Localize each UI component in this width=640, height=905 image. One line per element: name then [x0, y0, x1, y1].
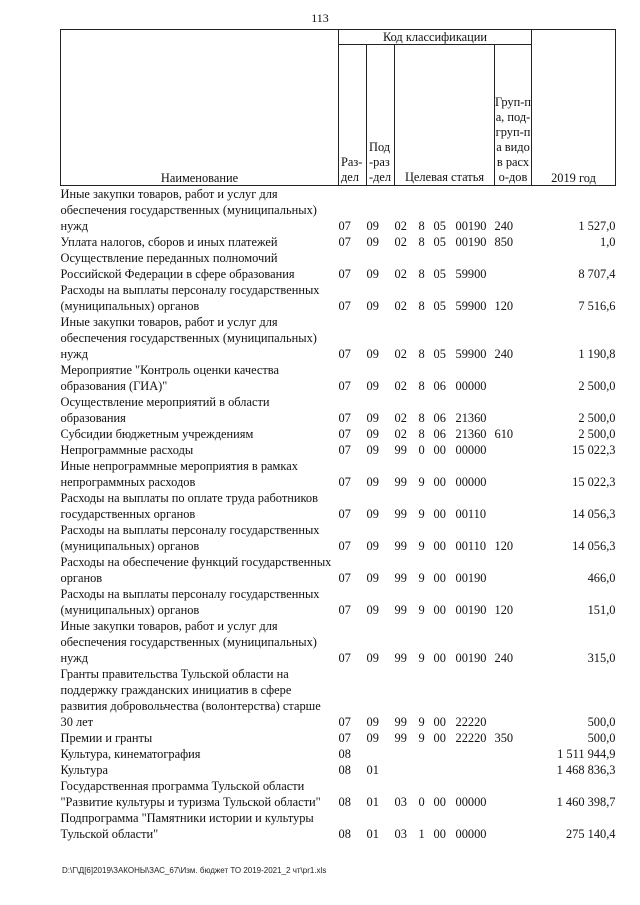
row-target-direction: 00110 [455, 539, 487, 553]
row-target-direction: 00000 [455, 475, 487, 489]
row-target-subprogram: 9 [418, 475, 425, 489]
row-target-main-event: 00 [433, 731, 446, 745]
row-expense-group [495, 746, 532, 762]
row-target-direction: 59900 [455, 267, 487, 281]
row-target-main-event: 00 [433, 443, 446, 457]
row-target-main-event: 00 [433, 475, 446, 489]
row-amount: 500,0 [587, 715, 616, 729]
row-target-direction: 22220 [455, 731, 487, 745]
row-target-subprogram: 9 [418, 603, 425, 617]
row-section: 07 [338, 651, 351, 665]
row-subsection [367, 746, 395, 762]
row-expense-group: 240 [494, 219, 514, 233]
row-target-direction: 00000 [455, 795, 487, 809]
row-expense-group: 120 [494, 603, 514, 617]
row-section: 07 [338, 539, 351, 553]
table-row [61, 442, 616, 458]
row-target-direction: 59900 [455, 299, 487, 313]
row-section: 07 [338, 411, 351, 425]
row-target-program: 02 [394, 267, 407, 281]
row-name: Государственная программа Тульской области "Развитие культуры и туризма Тульской области" [60, 779, 321, 809]
row-target-program: 03 [394, 827, 407, 841]
row-target-main-event: 00 [433, 603, 446, 617]
row-section: 07 [338, 267, 351, 281]
row-target-subprogram: 0 [418, 795, 425, 809]
row-amount: 8 707,4 [578, 267, 616, 281]
row-target-program: 99 [394, 715, 407, 729]
row-target-main-event: 06 [433, 379, 446, 393]
row-amount: 15 022,3 [572, 443, 616, 457]
row-target-program: 99 [394, 539, 407, 553]
row-section: 08 [338, 827, 351, 841]
row-target-main-event: 00 [433, 827, 446, 841]
row-subsection: 09 [366, 731, 379, 745]
header-group: Груп-па, под-груп-па видов расхо-дов [495, 45, 532, 186]
row-subsection: 09 [366, 347, 379, 361]
row-target-program [395, 746, 419, 762]
row-target-program: 03 [394, 795, 407, 809]
row-target-program: 99 [394, 443, 407, 457]
row-subsection: 09 [366, 235, 379, 249]
row-subsection: 09 [366, 651, 379, 665]
row-subsection: 09 [366, 379, 379, 393]
header-section: Раз-дел [339, 45, 367, 186]
table-row [61, 762, 616, 778]
row-target-program: 02 [394, 235, 407, 249]
row-expense-group [495, 442, 532, 458]
row-target-subprogram [419, 762, 434, 778]
row-target-subprogram: 9 [418, 571, 425, 585]
table-row [61, 314, 616, 362]
row-amount: 500,0 [587, 731, 616, 745]
row-target-direction: 21360 [455, 427, 487, 441]
row-target-program: 02 [394, 411, 407, 425]
row-expense-group [495, 778, 532, 810]
row-amount: 1,0 [600, 235, 616, 249]
table-row [61, 186, 616, 235]
row-name: Иные закупки товаров, работ и услуг для обеспечения государственных (муниципальных) нужд [60, 315, 317, 361]
table-row [61, 586, 616, 618]
table-row [61, 666, 616, 730]
row-target-subprogram: 9 [418, 507, 425, 521]
header-subsection: Под-раз-дел [367, 45, 395, 186]
row-amount: 1 460 398,7 [556, 795, 616, 809]
row-name: Субсидии бюджетным учреждениям [60, 427, 254, 441]
row-subsection: 09 [366, 443, 379, 457]
row-name: Иные закупки товаров, работ и услуг для обеспечения государственных (муниципальных) нужд [60, 619, 317, 665]
row-expense-group: 610 [494, 427, 514, 441]
row-expense-group [495, 666, 532, 730]
row-section: 07 [338, 731, 351, 745]
row-section: 07 [338, 571, 351, 585]
row-section: 07 [338, 347, 351, 361]
row-target-direction: 00000 [455, 379, 487, 393]
row-amount: 2 500,0 [578, 411, 616, 425]
row-expense-group [495, 554, 532, 586]
row-section: 08 [338, 747, 351, 761]
header-target: Целевая статья [395, 45, 495, 186]
row-expense-group: 350 [494, 731, 514, 745]
row-target-subprogram: 9 [418, 651, 425, 665]
row-amount: 15 022,3 [572, 475, 616, 489]
row-amount: 1 468 836,3 [556, 763, 616, 777]
table-row [61, 234, 616, 250]
row-target-subprogram: 0 [418, 443, 425, 457]
row-amount: 151,0 [587, 603, 616, 617]
table-row [61, 554, 616, 586]
row-expense-group [495, 362, 532, 394]
row-target-main-event: 05 [433, 267, 446, 281]
row-subsection: 01 [366, 827, 379, 841]
row-expense-group: 120 [494, 539, 514, 553]
row-expense-group [495, 490, 532, 522]
row-target-program: 99 [394, 651, 407, 665]
row-target-main-event: 05 [433, 299, 446, 313]
row-target-subprogram: 1 [418, 827, 425, 841]
row-subsection: 09 [366, 411, 379, 425]
row-amount: 1 527,0 [578, 219, 616, 233]
row-target-direction: 22220 [455, 715, 487, 729]
row-section: 07 [338, 715, 351, 729]
header-name: Наименование [61, 30, 339, 186]
row-amount: 1 190,8 [578, 347, 616, 361]
row-target-main-event: 00 [433, 795, 446, 809]
row-subsection: 09 [366, 219, 379, 233]
table-body [61, 186, 616, 843]
row-target-subprogram [419, 746, 434, 762]
row-target-program: 02 [394, 379, 407, 393]
row-target-subprogram: 8 [418, 235, 425, 249]
row-expense-group: 120 [494, 299, 514, 313]
row-target-direction: 00190 [455, 235, 487, 249]
row-target-subprogram: 8 [418, 299, 425, 313]
row-target-subprogram: 9 [418, 731, 425, 745]
row-name: Расходы на выплаты персоналу государственных (муниципальных) органов [60, 283, 320, 313]
row-target-main-event: 06 [433, 411, 446, 425]
row-name: Гранты правительства Тульской области на поддержку гражданских инициатив в сфере развития добровольчества (волонтерства) старше 30 лет [60, 667, 321, 729]
row-target-program: 99 [394, 507, 407, 521]
row-target-program: 02 [394, 299, 407, 313]
row-amount: 14 056,3 [572, 539, 616, 553]
row-name: Расходы на обеспечение функций государственных органов [60, 555, 332, 585]
row-section: 07 [338, 235, 351, 249]
row-name: Осуществление переданных полномочий Российской Федерации в сфере образования [60, 251, 295, 281]
row-expense-group: 850 [494, 235, 514, 249]
table-row [61, 746, 616, 762]
row-target-direction [456, 746, 495, 762]
row-name: Мероприятие "Контроль оценки качества образования (ГИА)" [60, 363, 279, 393]
row-target-subprogram: 8 [418, 411, 425, 425]
row-amount: 1 511 944,9 [557, 747, 616, 761]
row-expense-group [495, 458, 532, 490]
row-target-direction: 00000 [455, 443, 487, 457]
row-target-main-event: 00 [433, 539, 446, 553]
row-name: Культура, кинематография [60, 747, 201, 761]
row-subsection: 09 [366, 267, 379, 281]
row-name: Культура [60, 763, 108, 777]
row-amount: 315,0 [587, 651, 616, 665]
table-row [61, 810, 616, 842]
row-subsection: 09 [366, 299, 379, 313]
row-section: 07 [338, 427, 351, 441]
row-amount: 2 500,0 [578, 379, 616, 393]
row-name: Осуществление мероприятий в области образования [60, 395, 270, 425]
row-target-subprogram: 8 [418, 267, 425, 281]
row-target-direction: 00110 [455, 507, 487, 521]
row-target-main-event: 00 [433, 571, 446, 585]
table-row [61, 282, 616, 314]
row-name: Расходы на выплаты персоналу государственных (муниципальных) органов [60, 587, 320, 617]
table-row [61, 730, 616, 746]
row-target-direction: 59900 [455, 347, 487, 361]
row-target-subprogram: 9 [418, 539, 425, 553]
row-subsection: 01 [366, 763, 379, 777]
row-target-direction: 00190 [455, 651, 487, 665]
row-section: 07 [338, 507, 351, 521]
row-name: Иные закупки товаров, работ и услуг для обеспечения государственных (муниципальных) нужд [60, 187, 317, 233]
row-expense-group: 240 [494, 347, 514, 361]
row-target-direction: 00190 [455, 603, 487, 617]
row-section: 07 [338, 475, 351, 489]
row-target-direction: 00190 [455, 219, 487, 233]
row-target-program: 99 [394, 571, 407, 585]
row-target-subprogram: 9 [418, 715, 425, 729]
row-target-program: 99 [394, 731, 407, 745]
row-amount: 466,0 [587, 571, 616, 585]
row-subsection: 01 [366, 795, 379, 809]
row-section: 07 [338, 443, 351, 457]
row-name: Премии и гранты [60, 731, 153, 745]
row-target-direction: 21360 [455, 411, 487, 425]
row-target-main-event: 00 [433, 651, 446, 665]
row-section: 07 [338, 379, 351, 393]
footer-file-path: D:\Г\Д[6]2019\ЗАКОНЫ\ЗАС_67\Изм. бюджет ТО 2019-2021_2 чт\pr1.xls [62, 866, 327, 875]
row-target-main-event: 00 [433, 715, 446, 729]
row-target-program [395, 762, 419, 778]
row-target-program: 99 [394, 475, 407, 489]
header-classification: Код классификации [339, 30, 532, 45]
row-target-direction [456, 762, 495, 778]
row-target-main-event [434, 762, 456, 778]
row-subsection: 09 [366, 603, 379, 617]
row-target-main-event [434, 746, 456, 762]
row-target-direction: 00000 [455, 827, 487, 841]
row-section: 07 [338, 299, 351, 313]
row-target-subprogram: 8 [418, 219, 425, 233]
row-subsection: 09 [366, 571, 379, 585]
table-row [61, 426, 616, 442]
row-amount: 2 500,0 [578, 427, 616, 441]
table-row [61, 458, 616, 490]
row-amount: 275 140,4 [565, 827, 616, 841]
table-header [61, 30, 616, 186]
row-expense-group: 240 [494, 651, 514, 665]
table-row [61, 362, 616, 394]
table-row [61, 778, 616, 810]
row-amount: 7 516,6 [578, 299, 616, 313]
row-target-program: 02 [394, 427, 407, 441]
row-expense-group [495, 762, 532, 778]
row-amount: 14 056,3 [572, 507, 616, 521]
page-number: 113 [311, 11, 329, 25]
row-target-main-event: 05 [433, 347, 446, 361]
row-target-subprogram: 8 [418, 427, 425, 441]
row-target-direction: 00190 [455, 571, 487, 585]
row-name: Расходы на выплаты персоналу государственных (муниципальных) органов [60, 523, 320, 553]
row-section: 08 [338, 763, 351, 777]
row-section: 07 [338, 219, 351, 233]
table-row [61, 490, 616, 522]
row-name: Иные непрограммные мероприятия в рамках непрограммных расходов [60, 459, 298, 489]
row-target-main-event: 05 [433, 235, 446, 249]
row-subsection: 09 [366, 507, 379, 521]
row-subsection: 09 [366, 475, 379, 489]
row-expense-group [495, 394, 532, 426]
table-row [61, 522, 616, 554]
row-section: 08 [338, 795, 351, 809]
row-target-program: 02 [394, 219, 407, 233]
budget-table [60, 29, 616, 842]
row-target-program: 02 [394, 347, 407, 361]
row-subsection: 09 [366, 715, 379, 729]
row-name: Расходы на выплаты по оплате труда работников государственных органов [60, 491, 318, 521]
row-name: Уплата налогов, сборов и иных платежей [60, 235, 278, 249]
row-target-main-event: 06 [433, 427, 446, 441]
row-expense-group [495, 810, 532, 842]
row-target-subprogram: 8 [418, 379, 425, 393]
row-expense-group [495, 250, 532, 282]
row-name: Непрограммные расходы [60, 443, 194, 457]
header-year: 2019 год [532, 30, 616, 186]
row-subsection: 09 [366, 427, 379, 441]
table-row [61, 394, 616, 426]
row-section: 07 [338, 603, 351, 617]
row-target-main-event: 05 [433, 219, 446, 233]
row-target-program: 99 [394, 603, 407, 617]
table-row [61, 250, 616, 282]
row-subsection: 09 [366, 539, 379, 553]
row-name: Подпрограмма "Памятники истории и культуры Тульской области" [60, 811, 314, 841]
row-target-main-event: 00 [433, 507, 446, 521]
row-target-subprogram: 8 [418, 347, 425, 361]
table-row [61, 618, 616, 666]
